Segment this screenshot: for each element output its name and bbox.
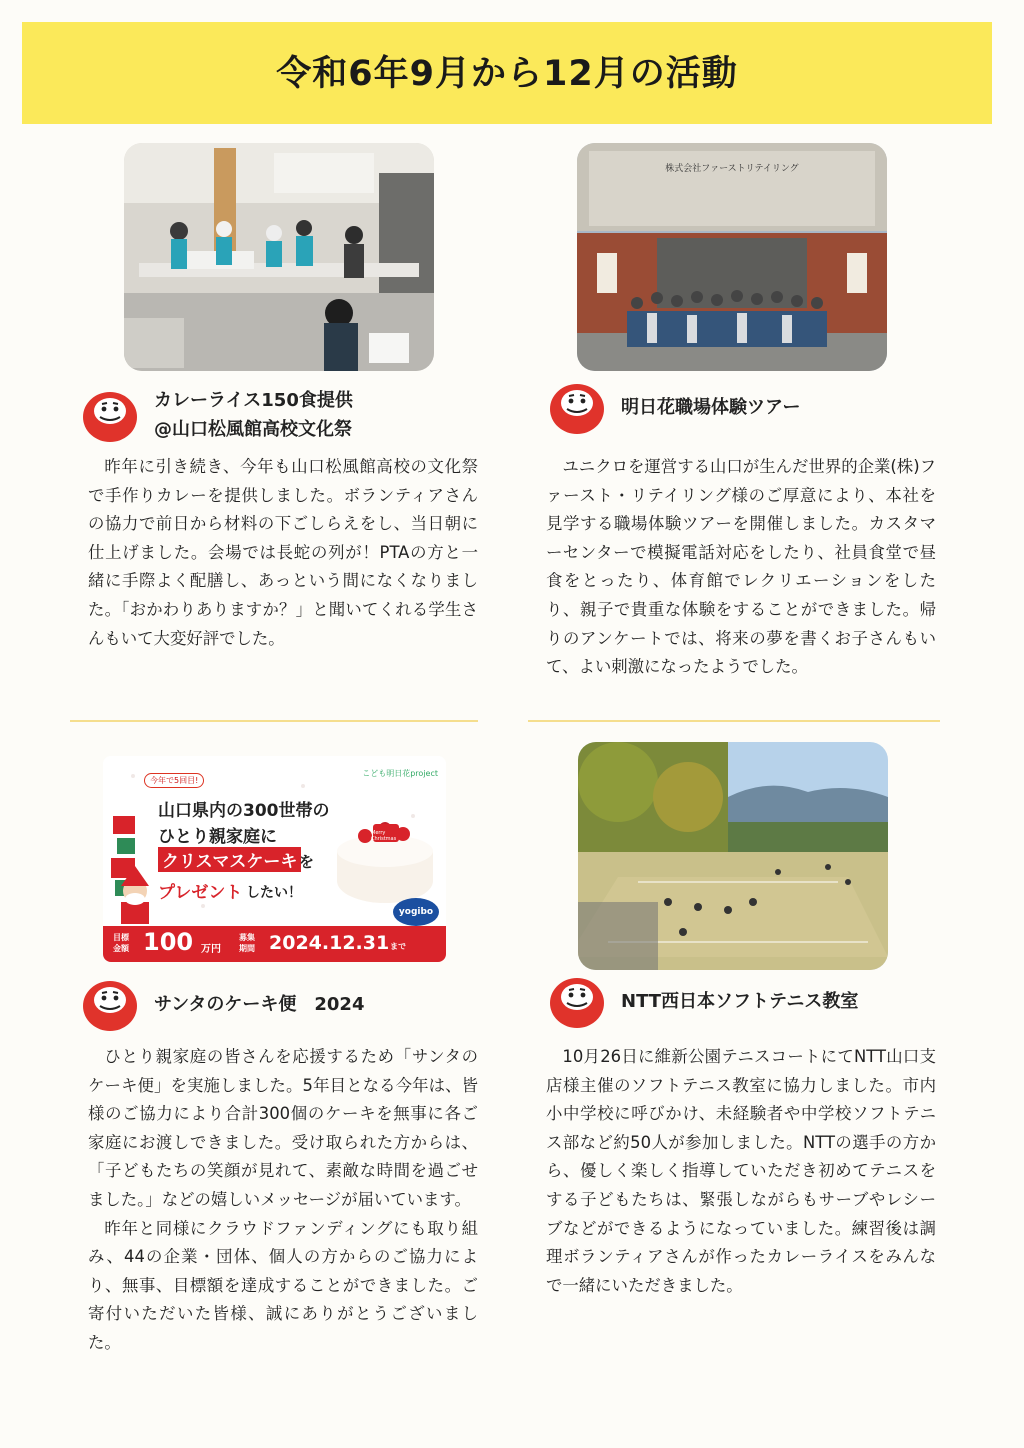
paragraph: ユニクロを運営する山口が生んだ世界的企業(株)ファースト・リテイリング様のご厚意により、本社を見学する職場体験ツアーを開催しました。カスタマーセンターで模擬電話対応をしたり、社員食堂で昼食をとったり、体育館でレクリエーションをしたり、親子で貴重な体験をすることができました。帰りのアンケートでは、将来の夢を書くお子さんもいて、よい刺激になったようでした。 <box>546 457 936 677</box>
heading-tour-line1: 明日花職場体験ツアー <box>621 396 801 418</box>
flyer-line3-suffix: を <box>299 853 315 871</box>
heading-tennis-line1: NTT西日本ソフトテニス教室 <box>621 990 859 1012</box>
paragraph: 10月26日に維新公園テニスコートにてNTT山口支店様主催のソフトテニス教室に協力しました。市内小中学校に呼びかけ、未経験者や中学校ソフトテニス部など約50人が参加しました。NTTの選手の方から、優しく楽しく指導していただき初めてテニスをする子どもたちは、緊張しながらもサーブやレシーブなどができるようになっていました。練習後は調理ボランティアさんが作ったカレーライスをみんなで一緒にいただきました。 <box>546 1047 936 1295</box>
santa-cake-flyer <box>103 756 446 962</box>
divider-left <box>70 720 478 722</box>
goal-value: 100 <box>143 928 194 956</box>
heading-tennis <box>547 973 858 1029</box>
daruma-icon <box>80 976 140 1032</box>
flyer-line4-suffix: したい！ <box>246 885 302 901</box>
cake-plate: Merry Christmas <box>371 830 397 842</box>
building-sign: 株式会社ファーストリテイリング <box>665 164 799 174</box>
title-banner <box>22 22 992 124</box>
photo-company-building <box>577 143 887 371</box>
page-title: 令和6年9月から12月の活動 <box>276 54 738 94</box>
sponsor-logo: yogibo <box>393 898 439 926</box>
flyer-line4: プレゼント <box>158 883 243 903</box>
flyer-line1: 山口県内の300世帯の <box>158 801 330 821</box>
divider-right <box>528 720 940 722</box>
heading-tour <box>547 379 800 435</box>
flyer-badge: 今年で5回目! <box>144 773 204 788</box>
heading-curry <box>80 386 353 444</box>
flyer-bottom-bar <box>103 926 446 962</box>
flyer-line3: クリスマスケーキ <box>158 847 301 872</box>
section-tour-body <box>546 453 936 682</box>
paragraph: 昨年と同様にクラウドファンディングにも取り組み、44の企業・団体、個人の方からのご協力により、無事、目標額を達成することができました。ご寄付いただいた皆様、誠にありがとうございました。 <box>88 1218 478 1352</box>
daruma-icon <box>547 973 607 1029</box>
daruma-icon <box>80 387 140 443</box>
photo-curry-kitchen <box>124 143 434 371</box>
photo-tennis-court <box>578 742 888 970</box>
heading-santa <box>80 976 364 1032</box>
goal-unit: 万円 <box>201 944 221 955</box>
flyer-project: こども明日花project <box>362 769 438 778</box>
section-tennis-body <box>546 1043 936 1300</box>
section-santa-body <box>88 1043 478 1358</box>
daruma-icon <box>547 379 607 435</box>
heading-curry-line2: @山口松風館高校文化祭 <box>154 419 352 440</box>
period-label: 募集期間 <box>239 933 255 953</box>
goal-label: 目標金額 <box>113 933 129 953</box>
period-value: 2024.12.31 <box>269 932 390 954</box>
period-suffix: まで <box>390 942 406 951</box>
heading-curry-line1: カレーライス150食提供 <box>154 390 353 411</box>
paragraph: ひとり親家庭の皆さんを応援するため「サンタのケーキ便」を実施しました。5年目となる今年は、皆様のご協力により合計300個のケーキを無事に各ご家庭にお渡しできました。受け取られた方からは、「子どもたちの笑顔が見れて、素敵な時間を過ごせました。」などの嬉しいメッセージが届いています。 <box>88 1047 478 1209</box>
section-curry-body <box>88 453 478 653</box>
heading-santa-line1: サンタのケーキ便 2024 <box>154 993 365 1015</box>
flyer-line2: ひとり親家庭に <box>158 827 277 847</box>
paragraph: 昨年に引き続き、今年も山口松風館高校の文化祭で手作りカレーを提供しました。ボランティアさんの協力で前日から材料の下ごしらえをし、当日朝に仕上げました。会場では長蛇の列が！PTAの方と一緒に手際よく配膳し、あっという間になくなりました。「おかわりありますか？」と聞いてくれる学生さんもいて大変好評でした。 <box>88 457 478 648</box>
